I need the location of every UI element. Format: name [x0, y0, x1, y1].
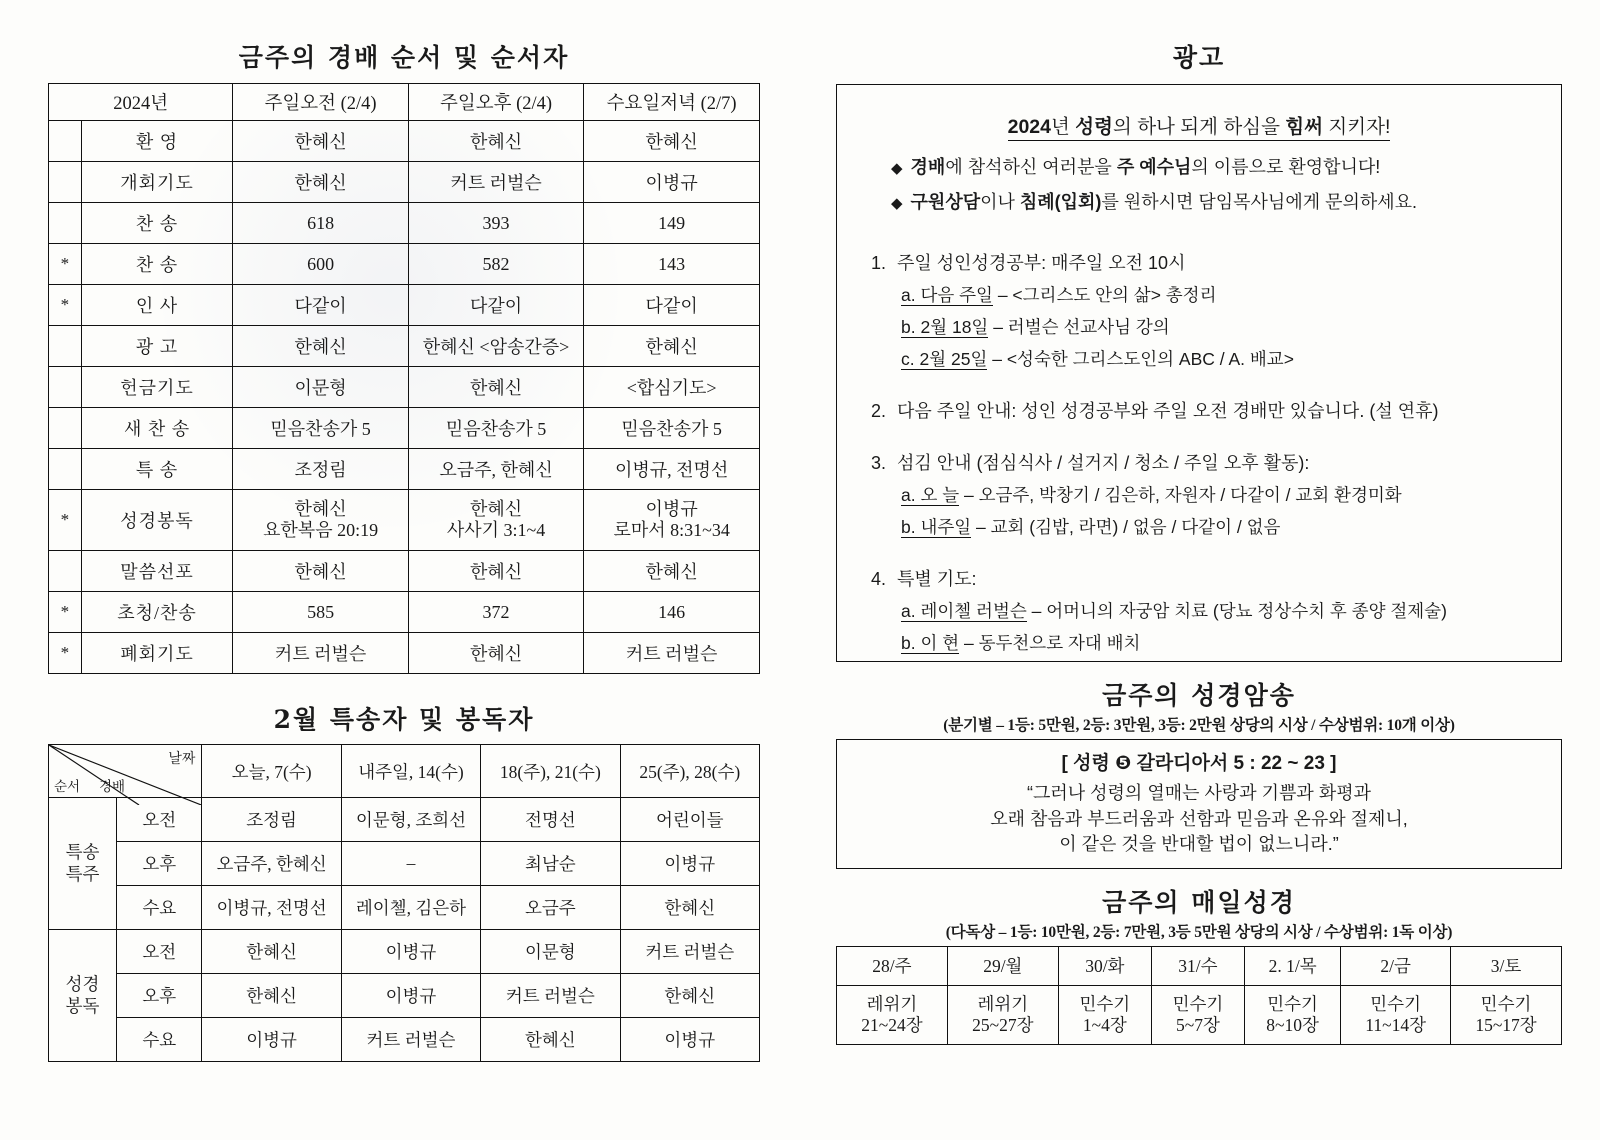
order-row-label: 광 고 [81, 326, 233, 367]
order-row-star [49, 203, 82, 244]
corner-worship-label: 경배 [99, 779, 126, 794]
order-row-label: 새 찬 송 [81, 408, 233, 449]
order-row-star: * [49, 285, 82, 326]
order-cell-1: 600 [233, 244, 408, 285]
subitem-text: – <그리스도 안의 삶> 총정리 [992, 285, 1217, 305]
daily-reading-3 [1058, 985, 1151, 1044]
announcements-title: 광고 [1172, 43, 1226, 72]
order-cell-3 [584, 490, 760, 551]
month-cell-2: 이병규 [341, 974, 480, 1018]
order-cell-2: 한혜신 [408, 121, 583, 162]
order-table-row [49, 244, 760, 285]
order-cell-3: 149 [584, 203, 760, 244]
order-row-star [49, 449, 82, 490]
subitem-text: – 어머니의 자궁암 치료 (당뇨 정상수치 후 종양 절제술) [1026, 601, 1447, 621]
daily-book: 민수기 [1079, 993, 1131, 1014]
item-number: 3. [871, 453, 887, 473]
daily-chapters: 1~4장 [1082, 1014, 1127, 1035]
order-cell-scripture: 로마서 8:31~34 [613, 520, 730, 540]
daily-header-4: 31/수 [1151, 946, 1244, 985]
order-cell-1: 믿음찬송가 5 [233, 408, 408, 449]
daily-header-6: 2/금 [1341, 946, 1451, 985]
bullet-emphasis-2: 침례(입회) [1019, 192, 1102, 212]
subitem-text: – 교회 (김밥, 라면) / 없음 / 다같이 / 없음 [971, 517, 1281, 537]
month-group-label-line2: 특주 [65, 863, 100, 884]
daily-chapters: 8~10장 [1266, 1014, 1319, 1035]
order-row-star [49, 551, 82, 592]
daily-reading-1 [837, 985, 948, 1044]
order-cell-3: 한혜신 [584, 551, 760, 592]
order-cell-2: 믿음찬송가 5 [408, 408, 583, 449]
subitem-text: – 오금주, 박창기 / 김은하, 자원자 / 다같이 / 교회 환경미화 [959, 485, 1402, 505]
subitem-label: a. 레이첼 러벌슨 [901, 601, 1027, 621]
corner-order-label: 순서 [54, 779, 81, 794]
month-cell-3: 전명선 [481, 798, 620, 842]
order-cell-2: 582 [408, 244, 583, 285]
daily-reading-7 [1451, 985, 1562, 1044]
daily-header-row [837, 946, 1562, 985]
order-cell-2 [408, 490, 583, 551]
daily-chapters: 11~14장 [1365, 1014, 1427, 1035]
month-cell-1: 한혜신 [202, 974, 341, 1018]
left-column [48, 38, 760, 1062]
memory-verse-note: (분기별 – 1등: 5만원, 2등: 3만원, 3등: 2만원 상당의 시상 / 수상범위: 10개 이상) [943, 717, 1455, 734]
right-column [836, 38, 1562, 1045]
daily-book: 레위기 [866, 993, 918, 1014]
diamond-icon: ◆ [891, 195, 903, 212]
order-cell-2: 오금주, 한혜신 [408, 449, 583, 490]
announcement-subitem-1 [901, 598, 1541, 623]
order-row-star: * [49, 244, 82, 285]
announcement-item-heading [871, 397, 1541, 423]
diamond-icon: ◆ [891, 160, 903, 177]
month-cell-3: 한혜신 [481, 1018, 620, 1062]
daily-book: 민수기 [1370, 993, 1421, 1014]
order-cell-2: 커트 러벌슨 [408, 162, 583, 203]
order-cell-3: 한혜신 [584, 121, 760, 162]
order-table-row [49, 449, 760, 490]
subitem-label: b. 2월 18일 [901, 317, 989, 337]
daily-header-5: 2. 1/목 [1244, 946, 1340, 985]
order-row-label: 특 송 [81, 449, 233, 490]
order-header-service-3: 수요일저녁 (2/7) [584, 84, 760, 121]
month-cell-1: 조정림 [202, 798, 341, 842]
month-cell-3: 커트 러벌슨 [481, 974, 620, 1018]
daily-reading-6 [1341, 985, 1451, 1044]
month-group-label-line1: 성경 [65, 974, 100, 995]
order-header-service-1: 주일오전 (2/4) [233, 84, 408, 121]
order-table-row [49, 633, 760, 674]
daily-bible-table [836, 946, 1562, 1045]
order-header-year: 2024년 [49, 84, 233, 121]
month-cell-1: 한혜신 [202, 930, 341, 974]
announcement-bullet-1 [891, 153, 1541, 179]
monthly-special-table [48, 744, 760, 1062]
month-group-label [49, 930, 117, 1062]
item-number: 2. [871, 401, 887, 421]
month-time-label: 수요 [117, 1018, 202, 1062]
month-time-label: 오후 [117, 974, 202, 1018]
order-cell-1: 한혜신 [233, 551, 408, 592]
month-table-header-row [49, 745, 760, 798]
daily-bible-title: 금주의 매일성경 [1102, 887, 1296, 917]
order-table-row [49, 551, 760, 592]
order-row-label: 찬 송 [81, 203, 233, 244]
announcement-item-heading [871, 565, 1541, 591]
memory-verse-box [836, 739, 1562, 869]
announcement-subitem-2 [901, 314, 1541, 339]
month-table-row [49, 930, 760, 974]
headline-text-1: 년 [1051, 116, 1076, 138]
month-time-label: 오후 [117, 842, 202, 886]
order-row-star: * [49, 633, 82, 674]
order-row-label: 헌금기도 [81, 367, 233, 408]
order-table-row [49, 367, 760, 408]
order-cell-1: 한혜신 [233, 121, 408, 162]
month-table-row [49, 842, 760, 886]
order-cell-1: 585 [233, 592, 408, 633]
headline-text-3: 지키자! [1323, 116, 1391, 138]
order-table-row [49, 203, 760, 244]
order-cell-1: 한혜신 [233, 326, 408, 367]
month-cell-2: 커트 러벌슨 [341, 1018, 480, 1062]
order-row-star [49, 121, 82, 162]
order-cell-1: 커트 러벌슨 [233, 633, 408, 674]
month-cell-2: 이문형, 조희선 [341, 798, 480, 842]
month-cell-4: 어린이들 [620, 798, 759, 842]
order-table-row [49, 162, 760, 203]
announcement-headline [857, 111, 1541, 139]
worship-order-table [48, 83, 760, 674]
month-cell-1: 이병규 [202, 1018, 341, 1062]
order-row-star [49, 408, 82, 449]
month-cell-2: 이병규 [341, 930, 480, 974]
month-time-label: 오전 [117, 798, 202, 842]
order-row-label: 환 영 [81, 121, 233, 162]
month-cell-2: – [341, 842, 480, 886]
order-cell-3: 커트 러벌슨 [584, 633, 760, 674]
month-time-label: 수요 [117, 886, 202, 930]
announcement-items [857, 249, 1541, 655]
order-row-label: 성경봉독 [81, 490, 233, 551]
order-header-service-2: 주일오후 (2/4) [408, 84, 583, 121]
month-cell-3: 오금주 [481, 886, 620, 930]
daily-header-1: 28/주 [837, 946, 948, 985]
order-cell-scripture: 사사기 3:1~4 [446, 520, 546, 540]
order-row-label: 인 사 [81, 285, 233, 326]
order-cell-2: 한혜신 [408, 367, 583, 408]
item-number: 4. [871, 569, 887, 589]
order-cell-1: 이문형 [233, 367, 408, 408]
order-cell-scripture: 요한복음 20:19 [263, 520, 379, 540]
headline-spirit: 성령 [1075, 116, 1113, 138]
month-cell-3: 이문형 [481, 930, 620, 974]
order-cell-3: 한혜신 [584, 326, 760, 367]
order-row-label: 폐회기도 [81, 633, 233, 674]
bullet-text-1: 이나 [980, 192, 1020, 212]
item-number: 1. [871, 253, 887, 273]
daily-body-row [837, 985, 1562, 1044]
month-table-row [49, 886, 760, 930]
memory-verse-title: 금주의 성경암송 [1102, 681, 1296, 710]
announcement-subitem-1 [901, 282, 1541, 307]
order-row-label: 개회기도 [81, 162, 233, 203]
order-cell-1 [233, 490, 408, 551]
month-corner-cell [49, 745, 202, 798]
daily-book: 민수기 [1480, 993, 1532, 1014]
bullet-text-2: 의 이름으로 환영합니다! [1191, 157, 1381, 177]
announcements-box [836, 84, 1562, 662]
spacer [857, 223, 1541, 249]
order-cell-2: 393 [408, 203, 583, 244]
subitem-label: a. 오 늘 [901, 485, 960, 505]
order-table-row [49, 121, 760, 162]
announcement-bullet-2 [891, 188, 1541, 214]
headline-year: 2024 [1007, 116, 1051, 138]
headline-text-2: 의 하나 되게 하심을 [1112, 116, 1286, 138]
order-cell-3: 이병규 [584, 162, 760, 203]
month-cell-1: 이병규, 전명선 [202, 886, 341, 930]
daily-header-2: 29/월 [947, 946, 1058, 985]
month-table-title: 2월 특송자 및 봉독자 [273, 705, 535, 734]
daily-chapters: 25~27장 [972, 1014, 1034, 1035]
month-cell-1: 오금주, 한혜신 [202, 842, 341, 886]
daily-chapters: 21~24장 [861, 1014, 923, 1035]
subitem-label: b. 이 현 [901, 633, 960, 653]
memory-verse-line-2: 오래 참음과 부드러움과 선함과 믿음과 온유와 절제니, [990, 808, 1408, 829]
memory-verse-line-3: 이 같은 것을 반대할 법이 없느니라.” [1059, 834, 1339, 855]
daily-book: 레위기 [977, 993, 1029, 1014]
order-cell-3: 이병규, 전명선 [584, 449, 760, 490]
memory-verse-line-1: “그러나 성령의 열매는 사랑과 기쁨과 화평과 [1027, 783, 1371, 803]
order-cell-1: 618 [233, 203, 408, 244]
order-cell-3: 143 [584, 244, 760, 285]
item-text: 주일 성인성경공부: 매주일 오전 10시 [897, 253, 1186, 273]
announcement-item-2 [857, 397, 1541, 423]
bullet-emphasis-1: 구원상담 [910, 192, 981, 212]
item-text: 다음 주일 안내: 성인 성경공부와 주일 오전 경배만 있습니다. (설 연휴) [897, 401, 1439, 421]
daily-reading-2 [947, 985, 1058, 1044]
month-table-row [49, 974, 760, 1018]
month-cell-4: 한혜신 [620, 886, 759, 930]
month-cell-4: 이병규 [620, 842, 759, 886]
order-row-star [49, 162, 82, 203]
month-cell-3: 최남순 [481, 842, 620, 886]
order-row-star [49, 367, 82, 408]
order-table-row [49, 408, 760, 449]
order-cell-name: 이병규 [645, 498, 698, 519]
order-cell-name: 한혜신 [469, 498, 523, 519]
order-cell-2: 한혜신 [408, 633, 583, 674]
announcement-bullets [857, 153, 1541, 214]
daily-chapters: 5~7장 [1175, 1014, 1220, 1035]
order-cell-3: <합심기도> [584, 367, 760, 408]
subitem-text: – <성숙한 그리스도인의 ABC / A. 배교> [987, 349, 1294, 369]
month-group-label [49, 798, 117, 930]
month-cell-4: 이병규 [620, 1018, 759, 1062]
month-header-date-4: 25(주), 28(수) [620, 745, 759, 798]
announcement-item-1 [857, 249, 1541, 371]
announcement-item-3 [857, 449, 1541, 539]
daily-reading-5 [1244, 985, 1340, 1044]
headline-emphasis: 힘써 [1285, 116, 1324, 138]
subitem-label: b. 내주일 [901, 517, 972, 537]
order-table-row [49, 592, 760, 633]
bullet-text-1: 에 참석하신 여러분을 [945, 157, 1117, 177]
announcement-item-heading [871, 249, 1541, 275]
month-group-label-line1: 특송 [65, 842, 100, 863]
corner-date-label: 날짜 [168, 752, 196, 767]
subitem-text: – 동두천으로 자대 배치 [959, 633, 1141, 653]
month-group-label-line2: 봉독 [65, 995, 100, 1016]
announcement-subitem-1 [901, 482, 1541, 507]
subitem-label: c. 2월 25일 [901, 349, 988, 369]
memory-verse-reference: [ 성령 ❺ 갈라디아서 5 : 22 ~ 23 ] [1061, 753, 1337, 774]
order-row-star [49, 326, 82, 367]
order-table-row [49, 326, 760, 367]
subitem-text: – 러벌슨 선교사님 강의 [988, 317, 1170, 337]
order-cell-3: 믿음찬송가 5 [584, 408, 760, 449]
order-table-header-row [49, 84, 760, 121]
item-text: 특별 기도: [897, 569, 977, 589]
announcement-item-4 [857, 565, 1541, 655]
order-cell-2: 372 [408, 592, 583, 633]
order-cell-1: 다같이 [233, 285, 408, 326]
order-table-row [49, 285, 760, 326]
month-cell-4: 한혜신 [620, 974, 759, 1018]
announcement-subitem-2 [901, 514, 1541, 539]
order-cell-2: 한혜신 [408, 551, 583, 592]
order-table-title: 금주의 경배 순서 및 순서자 [238, 43, 570, 72]
order-cell-2: 한혜신 <암송간증> [408, 326, 583, 367]
order-cell-3: 146 [584, 592, 760, 633]
daily-bible-note: (다독상 – 1등: 10만원, 2등: 7만원, 3등 5만원 상당의 시상 / 수상범위: 1독 이상) [945, 923, 1453, 941]
item-text: 섬김 안내 (점심식사 / 설거지 / 청소 / 주일 오후 활동): [897, 453, 1310, 473]
order-row-label: 찬 송 [81, 244, 233, 285]
order-cell-3: 다같이 [584, 285, 760, 326]
order-row-label: 말씀선포 [81, 551, 233, 592]
announcement-subitem-3 [901, 346, 1541, 371]
announcement-subitem-2 [901, 630, 1541, 655]
month-header-date-2: 내주일, 14(수) [341, 745, 480, 798]
month-time-label: 오전 [117, 930, 202, 974]
bullet-text-2: 를 원하시면 담임목사님에게 문의하세요. [1101, 192, 1418, 212]
month-cell-4: 커트 러벌슨 [620, 930, 759, 974]
daily-book: 민수기 [1267, 993, 1318, 1014]
order-cell-1: 조정림 [233, 449, 408, 490]
daily-header-3: 30/화 [1058, 946, 1151, 985]
order-cell-name: 한혜신 [294, 498, 347, 519]
order-table-row [49, 490, 760, 551]
bullet-emphasis-2: 주 예수님 [1116, 157, 1192, 177]
subitem-label: a. 다음 주일 [901, 285, 993, 305]
order-row-star: * [49, 592, 82, 633]
bullet-emphasis-1: 경배 [910, 157, 946, 177]
order-cell-1: 한혜신 [233, 162, 408, 203]
month-cell-2: 레이첼, 김은하 [341, 886, 480, 930]
order-row-label: 초청/찬송 [81, 592, 233, 633]
daily-reading-4 [1151, 985, 1244, 1044]
month-header-date-1: 오늘, 7(수) [202, 745, 341, 798]
announcement-item-heading [871, 449, 1541, 475]
month-header-date-3: 18(주), 21(수) [481, 745, 620, 798]
daily-book: 민수기 [1172, 993, 1224, 1014]
order-cell-2: 다같이 [408, 285, 583, 326]
daily-header-7: 3/토 [1451, 946, 1562, 985]
order-row-star: * [49, 490, 82, 551]
daily-chapters: 15~17장 [1475, 1014, 1537, 1035]
month-table-row [49, 1018, 760, 1062]
